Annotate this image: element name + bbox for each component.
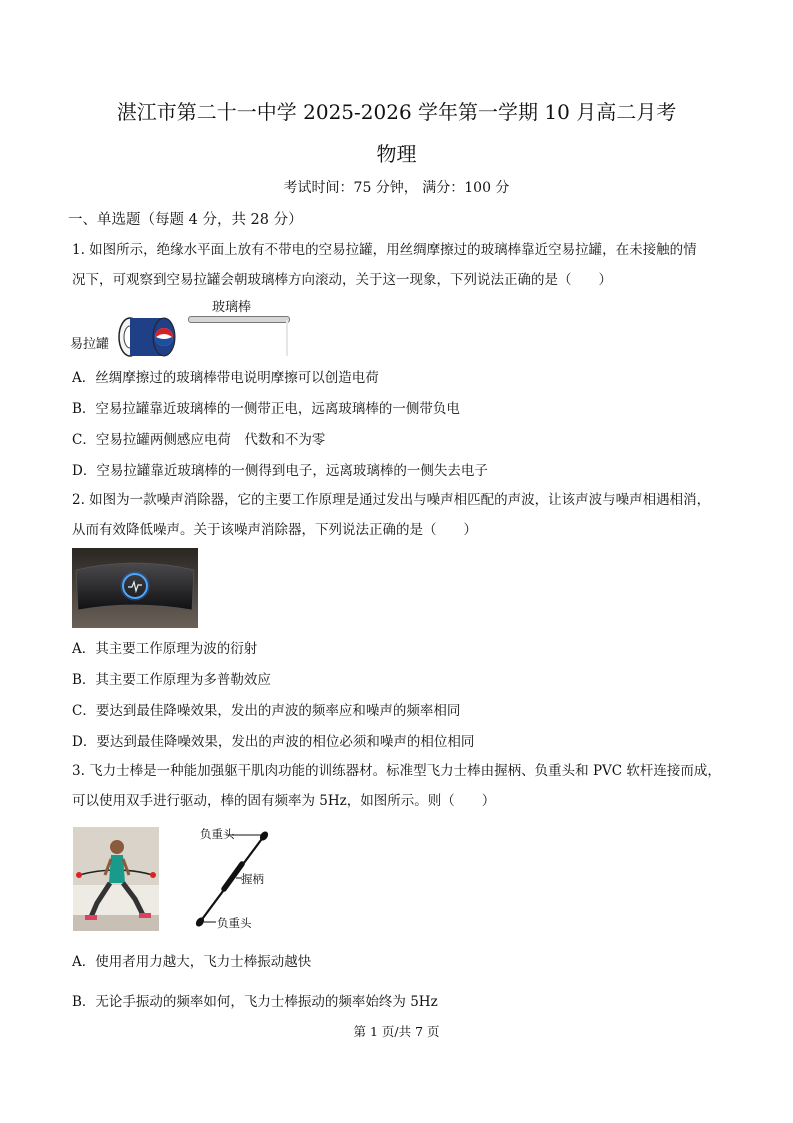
q3-stem-line2: 可以使用双手进行驱动，棒的固有频率为 5Hz，如图所示。则（ ） bbox=[72, 793, 496, 809]
q2-option-b: B．其主要工作原理为多普勒效应 bbox=[72, 672, 271, 688]
exam-info: 考试时间：75 分钟， 满分：100 分 bbox=[283, 180, 510, 196]
can-label: 易拉罐 bbox=[70, 337, 110, 352]
q2-option-a: A．其主要工作原理为波的衍射 bbox=[72, 641, 258, 657]
athlete-photo bbox=[73, 827, 159, 931]
q1-option-b: B．空易拉罐靠近玻璃棒的一侧带正电，远离玻璃棒的一侧带负电 bbox=[72, 401, 460, 417]
handle-label: 握柄 bbox=[241, 872, 264, 886]
flexi-bar-diagram bbox=[190, 826, 280, 934]
q1-option-a: A．丝绸摩擦过的玻璃棒带电说明摩擦可以创造电荷 bbox=[72, 370, 379, 386]
q2-stem-line2: 从而有效降低噪声。关于该噪声消除器，下列说法正确的是（ ） bbox=[72, 522, 477, 538]
q2-option-d: D．要达到最佳降噪效果，发出的声波的相位必须和噪声的相位相同 bbox=[72, 734, 475, 750]
q2-option-c: C．要达到最佳降噪效果，发出的声波的频率应和噪声的频率相同 bbox=[72, 703, 461, 719]
q1-stem-line1: 1. 如图所示，绝缘水平面上放有不带电的空易拉罐，用丝绸摩擦过的玻璃棒靠近空易拉罐，在未接触的情 bbox=[72, 242, 697, 258]
soda-can-icon bbox=[118, 316, 180, 358]
q3-stem-line1: 3. 飞力士棒是一种能加强躯干肌肉功能的训练器材。标准型飞力士棒由握柄、负重头和 PVC 软杆连接而成， bbox=[72, 763, 721, 779]
weight-head-top-label: 负重头 bbox=[200, 827, 235, 841]
weight-head-bottom-label: 负重头 bbox=[217, 916, 252, 930]
figure-edge bbox=[286, 320, 288, 356]
glass-rod bbox=[188, 316, 290, 323]
page-number: 第 1 页/共 7 页 bbox=[353, 1024, 440, 1039]
q1-figure bbox=[70, 296, 300, 360]
q1-stem-line2: 况下，可观察到空易拉罐会朝玻璃棒方向滚动，关于这一现象，下列说法正确的是（ ） bbox=[72, 272, 612, 288]
glass-rod-label: 玻璃棒 bbox=[212, 300, 252, 315]
noise-canceller-image bbox=[72, 548, 198, 628]
q2-stem-line1: 2. 如图为一款噪声消除器，它的主要工作原理是通过发出与噪声相匹配的声波，让该声波与噪声相遇相消， bbox=[72, 492, 711, 508]
section-heading: 一、单选题（每题 4 分，共 28 分） bbox=[68, 212, 303, 228]
q1-option-c: C．空易拉罐两侧感应电荷 代数和不为零 bbox=[72, 432, 326, 448]
q1-option-d: D．空易拉罐靠近玻璃棒的一侧得到电子，远离玻璃棒的一侧失去电子 bbox=[72, 463, 488, 479]
subject-title: 物理 bbox=[376, 142, 417, 166]
q3-option-a: A．使用者用力越大，飞力士棒振动越快 bbox=[72, 954, 312, 970]
q3-option-b: B．无论手振动的频率如何，飞力士棒振动的频率始终为 5Hz bbox=[72, 994, 438, 1010]
exam-title: 湛江市第二十一中学 2025-2026 学年第一学期 10 月高二月考 bbox=[116, 100, 677, 124]
